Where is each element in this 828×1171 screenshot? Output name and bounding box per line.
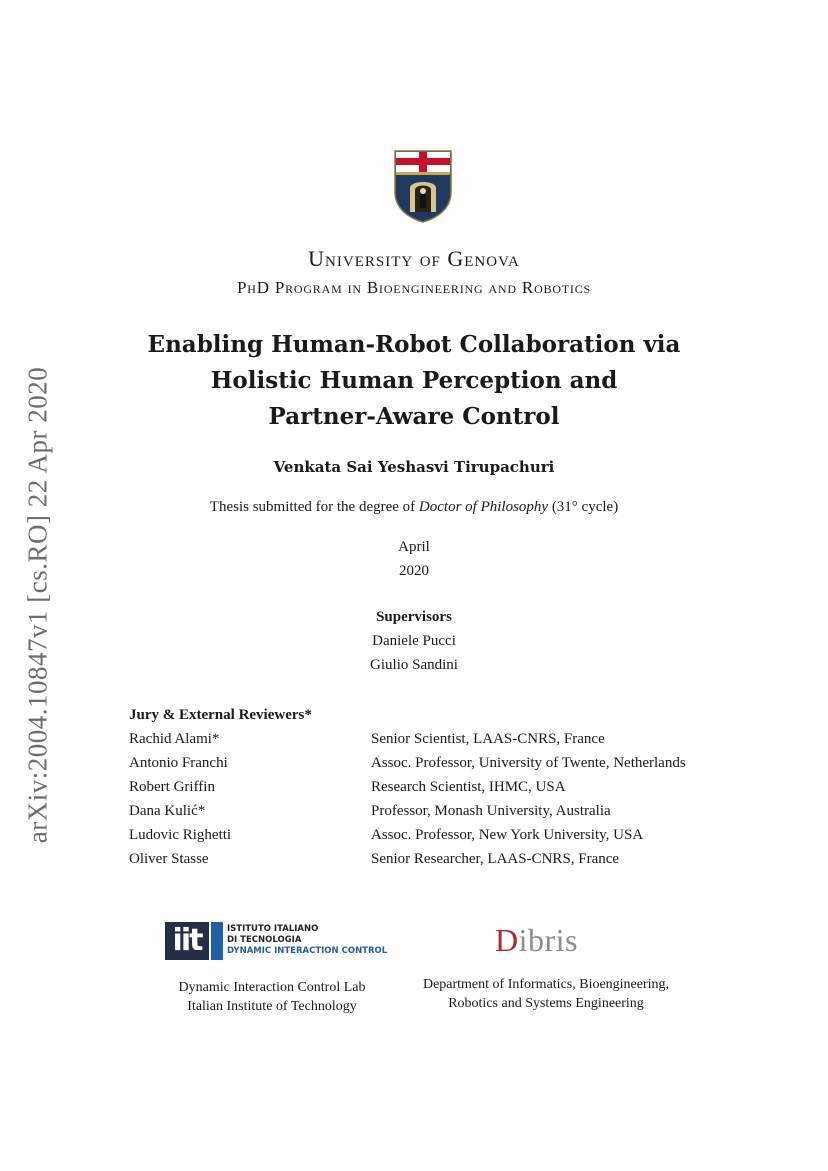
thesis-statement [0, 499, 828, 516]
dibris-logo-rest: ibris [518, 922, 578, 958]
jury-row [129, 779, 769, 803]
dibris-logo-initial: D [495, 922, 519, 958]
jury-row [129, 803, 769, 827]
affiliation-right-line: Department of Informatics, Bioengineering, [422, 977, 670, 992]
jury-member-role: Senior Researcher, LAAS-CNRS, France [371, 851, 620, 867]
jury-member-role: Professor, Monash University, Australia [371, 803, 611, 819]
jury-row [129, 827, 769, 851]
supervisor-name: Daniele Pucci [372, 633, 456, 649]
jury-member-name: Oliver Stasse [129, 851, 209, 867]
jury-member-role: Assoc. Professor, University of Twente, Netherlands [371, 755, 686, 771]
author-name: Venkata Sai Yeshasvi Tirupachuri [273, 458, 555, 476]
jury-row [129, 731, 769, 755]
date-year: 2020 [399, 563, 429, 579]
thesis-degree: Doctor of Philosophy [418, 499, 549, 515]
phd-program: PhD Program in Bioengineering and Robotics [236, 278, 592, 297]
jury-member-name: Ludovic Righetti [129, 827, 232, 843]
thesis-prefix: Thesis submitted for the degree of [209, 499, 419, 515]
jury-member-name: Robert Griffin [129, 779, 215, 795]
jury-member-name: Rachid Alami* [129, 731, 220, 747]
jury-member-role: Senior Scientist, LAAS-CNRS, France [371, 731, 605, 747]
iit-logo-line: ISTITUTO ITALIANO [227, 924, 319, 934]
jury-heading: Jury & External Reviewers* [129, 707, 312, 723]
jury-member-role: Research Scientist, IHMC, USA [371, 779, 566, 795]
thesis-title-line-3: Partner-Aware Control [268, 403, 560, 430]
university-name: University of Genova [308, 246, 520, 271]
jury-member-role: Assoc. Professor, New York University, USA [371, 827, 644, 843]
university-crest-icon [394, 150, 452, 223]
jury-row [129, 755, 769, 779]
supervisors-heading: Supervisors [376, 609, 452, 625]
iit-logo-line: DYNAMIC INTERACTION CONTROL [227, 946, 388, 956]
iit-logo-mark: iit [165, 922, 209, 960]
dibris-logo [495, 922, 578, 959]
iit-logo-line: DI TECNOLOGIA [227, 935, 302, 945]
jury-member-name: Dana Kulić* [129, 803, 206, 819]
date-month: April [398, 539, 430, 555]
iit-dic-bar [211, 922, 223, 960]
iit-logo-text [227, 924, 387, 957]
thesis-title-line-1: Enabling Human-Robot Collaboration via [147, 331, 681, 358]
iit-logo [165, 922, 388, 962]
thesis-title-line-2: Holistic Human Perception and [210, 367, 618, 394]
jury-member-name: Antonio Franchi [129, 755, 228, 771]
affiliation-left-line: Italian Institute of Technology [187, 999, 357, 1014]
jury-row [129, 851, 769, 875]
affiliation-right-line: Robotics and Systems Engineering [448, 996, 644, 1011]
supervisor-name: Giulio Sandini [370, 657, 458, 673]
arxiv-side-stamp: arXiv:2004.10847v1 [cs.RO] 22 Apr 2020 [22, 366, 53, 844]
affiliation-left-line: Dynamic Interaction Control Lab [178, 980, 366, 995]
thesis-suffix: (31° cycle) [548, 499, 619, 515]
